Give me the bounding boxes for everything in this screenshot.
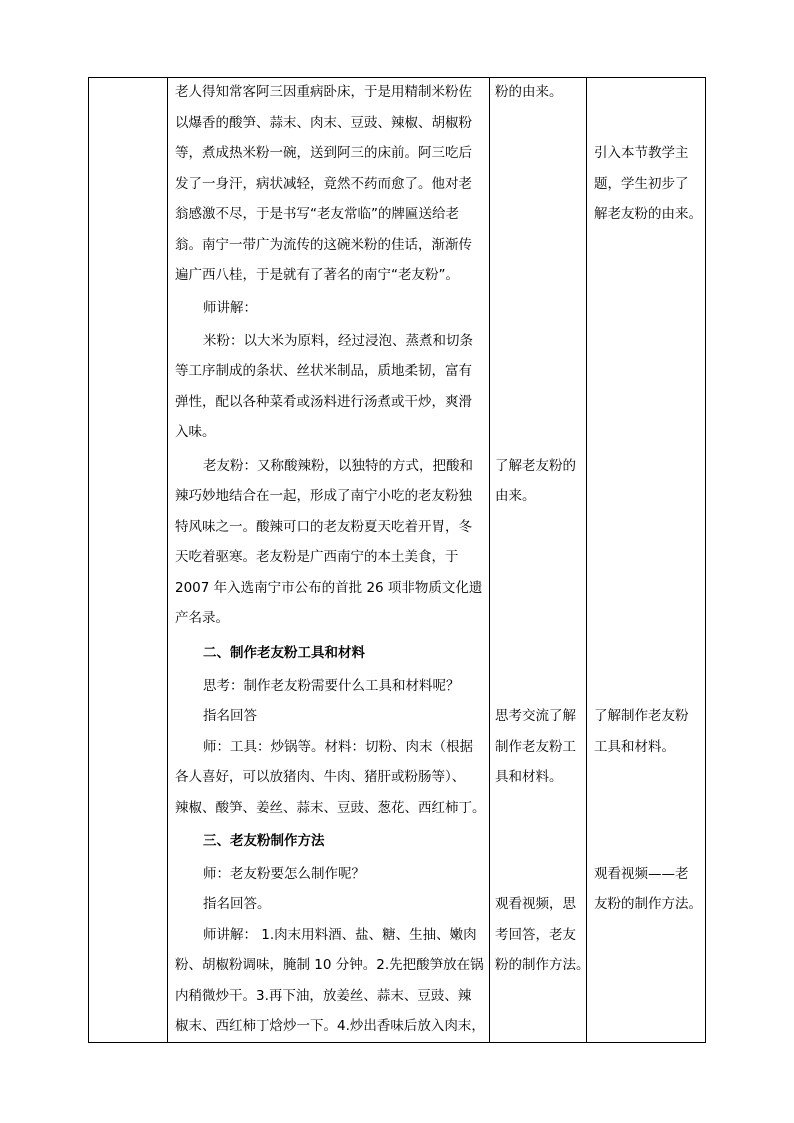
intent-line: 友粉的制作方法。 <box>594 896 702 912</box>
content-line: 老友粉：又称酸辣粉，以独特的方式，把酸和 <box>203 458 473 474</box>
column-divider <box>489 78 490 1042</box>
content-line: 指名回答 <box>203 708 257 724</box>
student-line: 粉的由来。 <box>495 84 563 100</box>
intent-line: 工具和材料。 <box>594 739 675 755</box>
student-line: 具和材料。 <box>495 769 563 785</box>
column-divider <box>167 78 168 1042</box>
content-line: 师讲解： <box>203 300 257 316</box>
content-line: 辣巧妙地结合在一起，形成了南宁小吃的老友粉独 <box>175 488 472 504</box>
content-line: 师讲解： 1.肉末用料酒、盐、糖、生抽、嫩肉 <box>203 927 477 943</box>
intent-line: 题，学生初步了 <box>594 176 689 192</box>
design-intent-column <box>594 78 706 1042</box>
content-line: 遍广西八桂，于是就有了著名的南宁“老友粉”。 <box>175 267 459 283</box>
content-line: 等工序制成的条状、丝状米制品，质地柔韧，富有 <box>175 363 472 379</box>
student-line: 观看视频，思 <box>495 896 576 912</box>
content-line: 翁感激不尽，于是书写“老友常临”的牌匾送给老 <box>175 206 459 222</box>
intent-line: 解老友粉的由来。 <box>594 206 702 222</box>
content-line: 入味。 <box>175 424 216 440</box>
student-line: 了解老友粉的 <box>495 458 576 474</box>
content-line: 师：老友粉要怎么制作呢？ <box>203 866 365 882</box>
content-line: 指名回答。 <box>203 896 271 912</box>
teaching-content-column <box>175 78 487 1042</box>
student-activity-column <box>495 78 590 1042</box>
lesson-table <box>88 77 706 1043</box>
intent-line: 观看视频——老 <box>594 866 689 882</box>
content-line: 天吃着驱寒。老友粉是广西南宁的本土美食，于 <box>175 549 459 565</box>
student-line: 考回答，老友 <box>495 927 576 943</box>
column-divider <box>586 78 587 1042</box>
student-line: 由来。 <box>495 488 536 504</box>
content-line: 椒末、西红柿丁焓炒一下。4.炒出香味后放入肉末， <box>175 1018 485 1034</box>
intent-line: 引入本节教学主 <box>594 145 689 161</box>
content-line: 产名录。 <box>175 610 229 626</box>
content-line: 翁。南宁一带广为流传的这碗米粉的佳话，渐渐传 <box>175 237 472 253</box>
content-line: 弹性，配以各种菜肴或汤料进行汤煮或干炒，爽滑 <box>175 394 472 410</box>
content-line: 特风味之一。酸辣可口的老友粉夏天吃着开胃，冬 <box>175 519 472 535</box>
intent-line: 了解制作老友粉 <box>594 708 689 724</box>
content-line: 师：工具：炒锅等。材料：切粉、肉末（根据 <box>203 739 473 755</box>
content-line: 各人喜好，可以放猪肉、牛肉、猪肝或粉肠等）、 <box>175 769 466 785</box>
content-line: 以爆香的酸笋、蒜末、肉末、豆豉、辣椒、胡椒粉 <box>175 115 472 131</box>
section-heading: 三、老友粉制作方法 <box>203 833 325 849</box>
content-line: 粉、胡椒粉调味，腌制 10 分钟。2.先把酸笋放在锅 <box>175 957 484 973</box>
student-line: 思考交流了解 <box>495 708 576 724</box>
section-heading: 二、制作老友粉工具和材料 <box>203 645 365 661</box>
content-line: 米粉：以大米为原料，经过浸泡、蒸煮和切条 <box>203 333 473 349</box>
content-line: 内稍微炒干。3.再下油，放姜丝、蒜末、豆豉、辣 <box>175 988 472 1004</box>
student-line: 制作老友粉工 <box>495 739 576 755</box>
content-line: 老人得知常客阿三因重病卧床，于是用精制米粉佐 <box>175 84 472 100</box>
content-line: 等，煮成热米粉一碗，送到阿三的床前。阿三吃后 <box>175 145 472 161</box>
student-line: 粉的制作方法。 <box>495 957 590 973</box>
content-line: 2007 年入选南宁市公布的首批 26 项非物质文化遗 <box>175 580 483 596</box>
content-line: 发了一身汗，病状减轻，竟然不药而愈了。他对老 <box>175 176 472 192</box>
content-line: 辣椒、酸笋、姜丝、蒜末、豆豉、葱花、西红柿丁。 <box>175 800 486 816</box>
content-line: 思考：制作老友粉需要什么工具和材料呢？ <box>203 678 460 694</box>
